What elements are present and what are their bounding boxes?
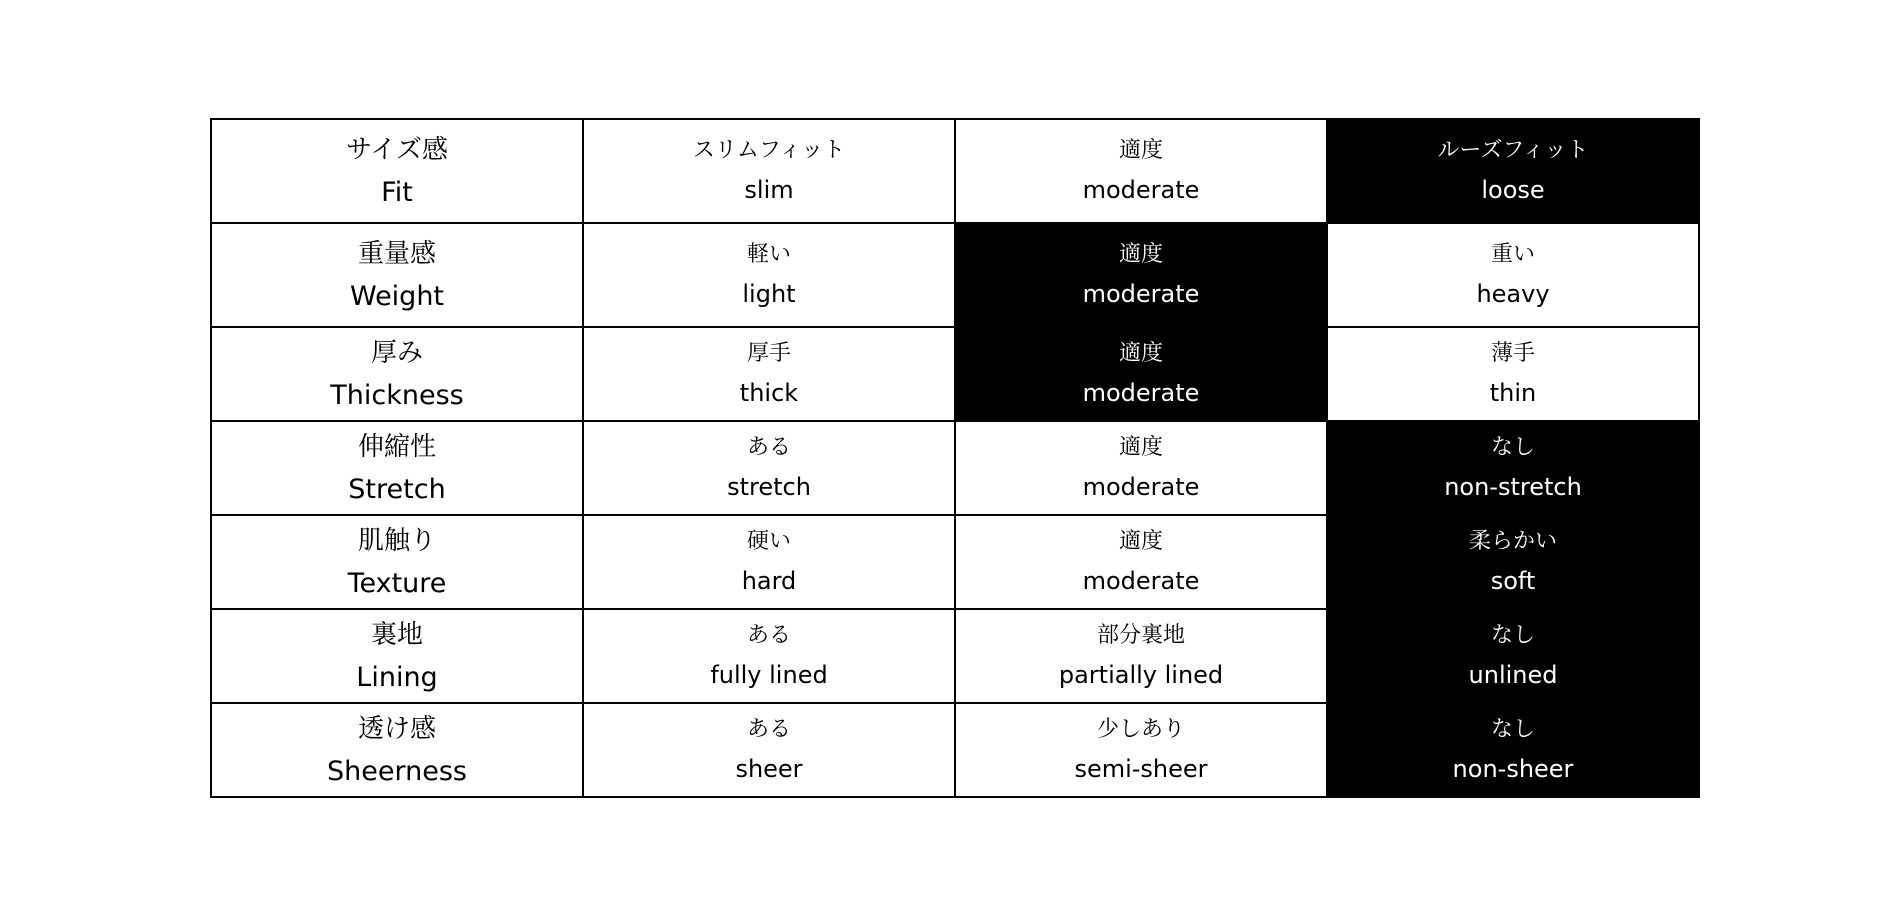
thickness-option-moderate [955,327,1327,421]
option-en: sheer [735,755,803,783]
option-en: thick [739,379,799,407]
row-header-en: Lining [356,661,438,693]
option-en: thin [1489,379,1537,407]
thickness-option-thick [583,327,955,421]
row-header-weight [211,223,583,327]
option-jp: 軽い [746,242,791,267]
row-header-jp: 透け感 [357,713,436,744]
option-en: stretch [727,473,811,501]
option-jp: スリムフィット [692,138,846,163]
fit-option-slim [583,119,955,223]
option-en: non-sheer [1452,755,1574,783]
option-en: moderate [1082,280,1200,308]
option-jp: なし [1490,435,1535,460]
option-jp: 硬い [746,529,791,554]
option-jp: 適度 [1118,529,1163,554]
row-header-sheerness [211,703,583,797]
table-row-weight [211,223,1699,327]
row-header-en: Stretch [348,473,446,505]
option-jp: 適度 [1118,242,1163,267]
row-header-jp: 肌触り [357,525,436,556]
texture-option-soft [1327,515,1699,609]
fabric-spec-table [210,118,1700,798]
lining-option-unlined [1327,609,1699,703]
fit-option-moderate [955,119,1327,223]
texture-option-hard [583,515,955,609]
weight-option-heavy [1327,223,1699,327]
weight-option-moderate [955,223,1327,327]
row-header-en: Thickness [330,379,464,411]
row-header-jp: サイズ感 [346,134,448,165]
option-jp: なし [1490,623,1535,648]
table-row-sheerness [211,703,1699,797]
option-jp: 適度 [1118,435,1163,460]
option-en: unlined [1468,661,1558,689]
row-header-en: Weight [349,280,445,312]
option-en: moderate [1082,567,1200,595]
option-en: moderate [1082,473,1200,501]
option-jp: ある [746,623,791,648]
option-en: partially lined [1058,661,1224,689]
table-row-thickness [211,327,1699,421]
option-en: moderate [1082,379,1200,407]
option-en: fully lined [710,661,828,689]
stretch-option-non-stretch [1327,421,1699,515]
option-en: soft [1490,567,1536,595]
option-jp: 適度 [1118,341,1163,366]
option-en: slim [744,176,794,204]
table-row-texture [211,515,1699,609]
option-jp: 柔らかい [1468,529,1557,554]
option-en: heavy [1476,280,1550,308]
option-en: moderate [1082,176,1200,204]
row-header-en: Fit [381,176,413,208]
weight-option-light [583,223,955,327]
option-jp: 薄手 [1490,341,1535,366]
option-jp: 少しあり [1096,717,1185,742]
option-en: light [742,280,796,308]
sheerness-option-semi-sheer [955,703,1327,797]
option-en: non-stretch [1444,473,1582,501]
table-row-stretch [211,421,1699,515]
option-jp: 部分裏地 [1096,623,1185,648]
option-jp: 重い [1490,242,1535,267]
row-header-texture [211,515,583,609]
row-header-thickness [211,327,583,421]
stretch-option-moderate [955,421,1327,515]
option-jp: 適度 [1118,138,1163,163]
table-row-lining [211,609,1699,703]
row-header-fit [211,119,583,223]
option-en: loose [1481,176,1545,204]
row-header-stretch [211,421,583,515]
row-header-jp: 伸縮性 [357,431,436,462]
option-jp: ある [746,717,791,742]
option-jp: ある [746,435,791,460]
row-header-jp: 裏地 [370,619,423,650]
row-header-lining [211,609,583,703]
row-header-en: Sheerness [327,755,467,787]
table-row-fit [211,119,1699,223]
row-header-jp: 重量感 [357,238,436,269]
option-en: hard [741,567,797,595]
option-jp: なし [1490,717,1535,742]
option-jp: 厚手 [746,341,791,366]
stretch-option-stretch [583,421,955,515]
fit-option-loose [1327,119,1699,223]
option-en: semi-sheer [1074,755,1208,783]
option-jp: ルーズフィット [1437,138,1589,163]
lining-option-fully-lined [583,609,955,703]
row-header-en: Texture [347,567,447,599]
row-header-jp: 厚み [370,337,423,368]
lining-option-partially-lined [955,609,1327,703]
sheerness-option-sheer [583,703,955,797]
texture-option-moderate [955,515,1327,609]
thickness-option-thin [1327,327,1699,421]
sheerness-option-non-sheer [1327,703,1699,797]
